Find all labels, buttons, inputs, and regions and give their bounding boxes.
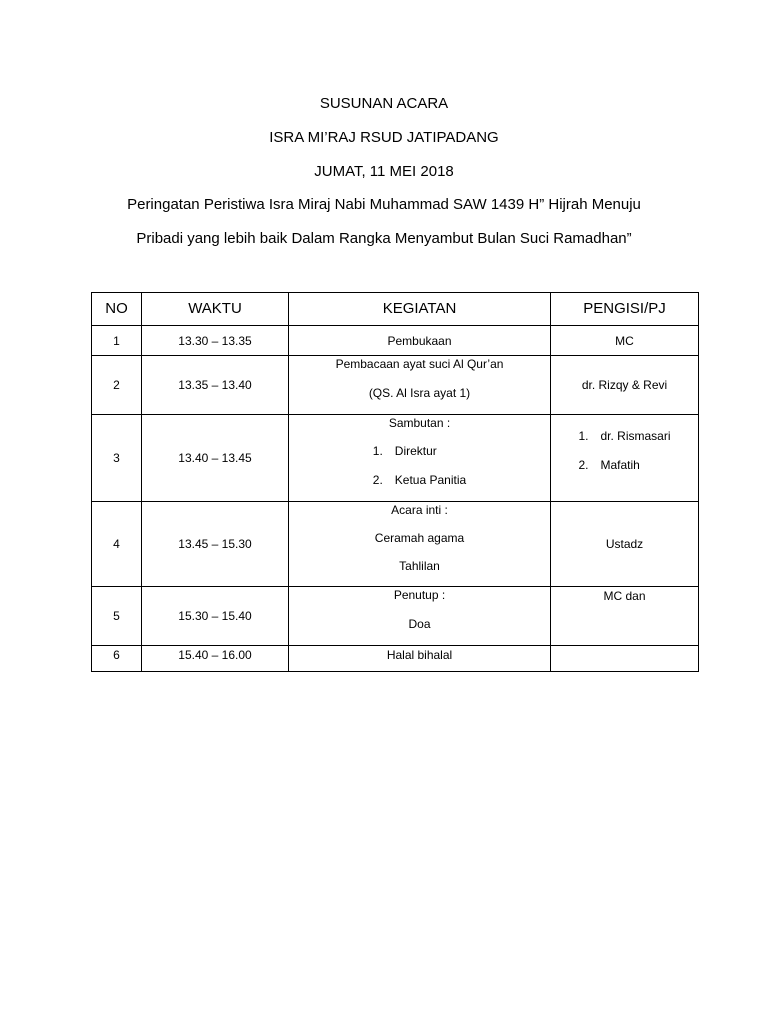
table-row	[92, 356, 699, 415]
row-activity: Halal bihalal	[289, 646, 551, 672]
event-theme-line-1: Peringatan Peristiwa Isra Miraj Nabi Muhammad SAW 1439 H” Hijrah Menuju	[127, 196, 641, 213]
event-name: ISRA MI’RAJ RSUD JATIPADANG	[269, 129, 499, 146]
column-header-kegiatan: KEGIATAN	[289, 293, 551, 326]
row-number: 3	[92, 415, 142, 502]
activity-numbered-list	[373, 443, 466, 501]
row-time: 15.40 – 16.00	[142, 646, 289, 672]
row-activity	[289, 502, 551, 587]
list-item: 1. dr. Rismasari	[578, 429, 671, 443]
row-number: 4	[92, 502, 142, 587]
column-header-no: NO	[92, 293, 142, 326]
row-number: 6	[92, 646, 142, 672]
row-activity: Pembukaan	[289, 326, 551, 356]
table-row	[92, 587, 699, 646]
event-date: JUMAT, 11 MEI 2018	[314, 163, 454, 180]
list-item: 2. Mafatih	[578, 458, 640, 472]
event-theme-line-2: Pribadi yang lebih baik Dalam Rangka Menyambut Bulan Suci Ramadhan”	[136, 230, 632, 247]
activity-line: Tahlilan	[399, 559, 440, 573]
list-item: 1. Direktur	[372, 444, 437, 458]
activity-line: (QS. Al Isra ayat 1)	[368, 386, 471, 400]
column-header-waktu: WAKTU	[142, 293, 289, 326]
activity-line: Penutup :	[393, 588, 446, 602]
row-time: 15.30 – 15.40	[142, 587, 289, 646]
activity-line: Doa	[408, 617, 431, 631]
agenda-header-row	[92, 293, 699, 326]
column-header-pengisi: PENGISI/PJ	[551, 293, 699, 326]
row-person-in-charge: dr. Rizqy & Revi	[551, 356, 699, 415]
row-time: 13.35 – 13.40	[142, 356, 289, 415]
row-person-in-charge: Ustadz	[551, 502, 699, 587]
row-person-in-charge	[551, 646, 699, 672]
activity-line: Acara inti :	[391, 503, 448, 517]
row-time: 13.30 – 13.35	[142, 326, 289, 356]
table-row	[92, 326, 699, 356]
table-row	[92, 502, 699, 587]
row-time: 13.40 – 13.45	[142, 415, 289, 502]
row-person-in-charge: MC	[551, 326, 699, 356]
row-number: 5	[92, 587, 142, 646]
row-activity	[289, 415, 551, 502]
row-time: 13.45 – 15.30	[142, 502, 289, 587]
row-person-in-charge: MC dan	[551, 587, 699, 646]
table-row	[92, 646, 699, 672]
activity-line: Ceramah agama	[374, 531, 465, 545]
row-activity	[289, 356, 551, 415]
activity-title: Sambutan :	[388, 416, 451, 430]
list-item: 2. Ketua Panitia	[372, 473, 467, 487]
row-activity	[289, 587, 551, 646]
activity-line: Pembacaan ayat suci Al Qur’an	[335, 357, 504, 371]
row-person-in-charge	[551, 415, 699, 502]
person-numbered-list	[578, 415, 670, 486]
table-row	[92, 415, 699, 502]
document-title: SUSUNAN ACARA	[319, 95, 449, 112]
row-number: 1	[92, 326, 142, 356]
row-number: 2	[92, 356, 142, 415]
agenda-table	[91, 292, 699, 672]
